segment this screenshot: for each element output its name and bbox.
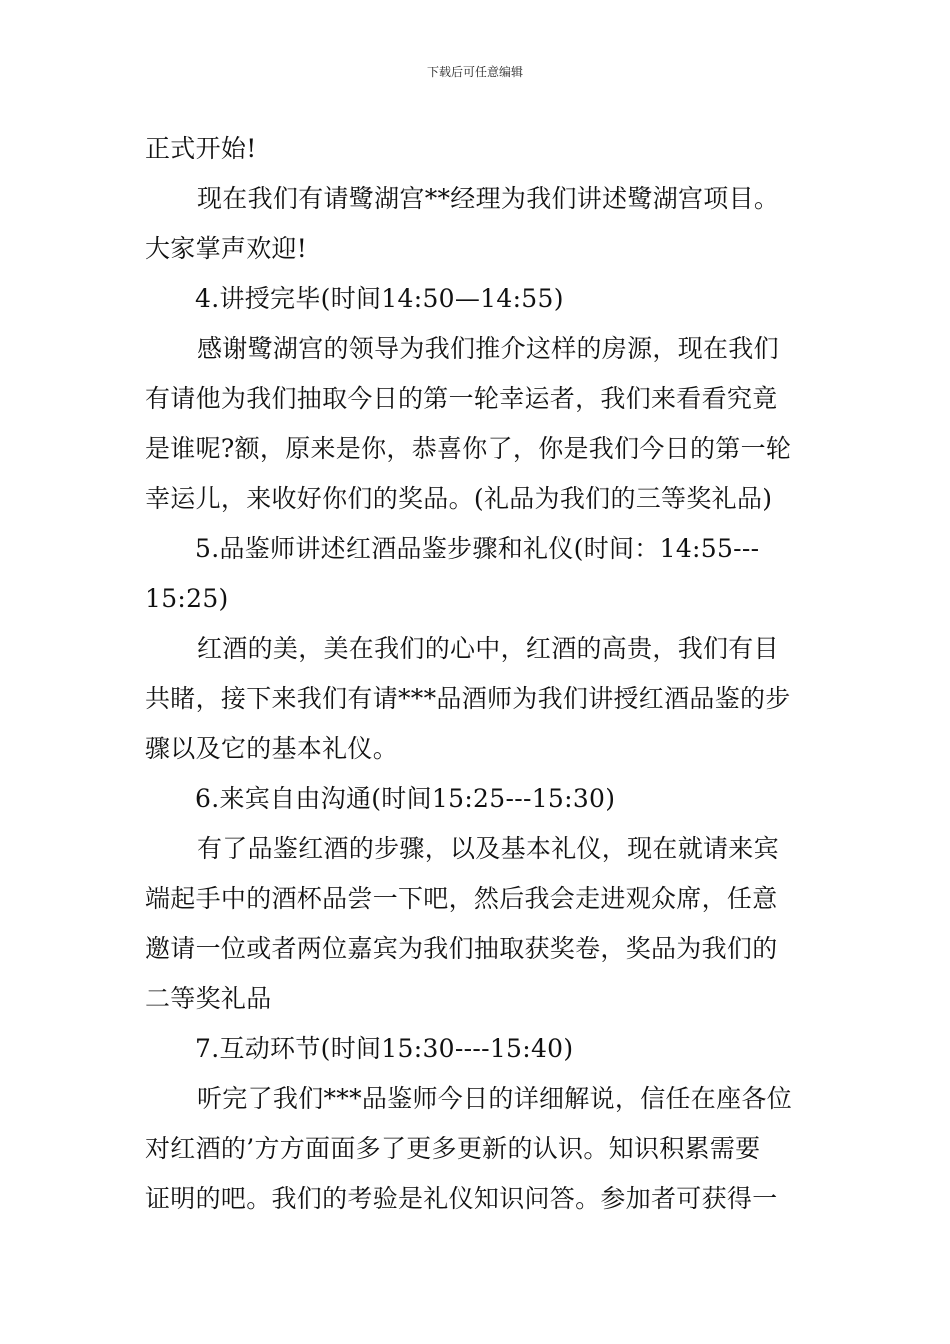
paragraph-line: 有了品鉴红酒的步骤，以及基本礼仪，现在就请来宾: [197, 834, 779, 863]
text-line: 邀请一位或者两位嘉宾为我们抽取获奖卷，奖品为我们的: [145, 934, 778, 963]
text-line: 有请他为我们抽取今日的第一轮幸运者，我们来看看究竟: [145, 384, 778, 413]
paragraph-line: 现在我们有请鹭湖宫**经理为我们讲述鹭湖宫项目。: [197, 184, 780, 213]
section-heading-7: 7.互动环节(时间15:30----15:40): [195, 1034, 574, 1063]
text-line: 对红酒的’方方面面多了更多更新的认识。知识积累需要: [145, 1134, 761, 1163]
text-line: 共睹，接下来我们有请***品酒师为我们讲授红酒品鉴的步: [145, 684, 791, 713]
text-line: 端起手中的酒杯品尝一下吧，然后我会走进观众席，任意: [145, 884, 778, 913]
text-line: 是谁呢?额，原来是你，恭喜你了，你是我们今日的第一轮: [145, 434, 792, 463]
section-heading-5: 5.品鉴师讲述红酒品鉴步骤和礼仪(时间：14:55---: [195, 534, 760, 563]
paragraph-line: 听完了我们***品鉴师今日的详细解说，信任在座各位: [197, 1084, 793, 1113]
text-line: 大家掌声欢迎!: [145, 234, 308, 263]
page-header: 下载后可任意编辑: [426, 65, 523, 79]
document-body: [145, 124, 810, 1224]
section-heading-6: 6.来宾自由沟通(时间15:25---15:30): [195, 784, 616, 813]
text-line: 二等奖礼品: [145, 984, 272, 1013]
paragraph-line: 红酒的美，美在我们的心中，红酒的高贵，我们有目: [197, 634, 779, 663]
text-line: 幸运儿，来收好你们的奖品。(礼品为我们的三等奖礼品): [145, 484, 773, 513]
text-line: 骤以及它的基本礼仪。: [145, 734, 399, 763]
section-heading-4: 4.讲授完毕(时间14:50—14:55): [195, 284, 564, 313]
text-line: 15:25): [145, 584, 229, 613]
text-line: 正式开始!: [145, 134, 257, 163]
text-line: 证明的吧。我们的考验是礼仪知识问答。参加者可获得一: [145, 1184, 778, 1213]
paragraph-line: 感谢鹭湖宫的领导为我们推介这样的房源，现在我们: [197, 334, 779, 363]
